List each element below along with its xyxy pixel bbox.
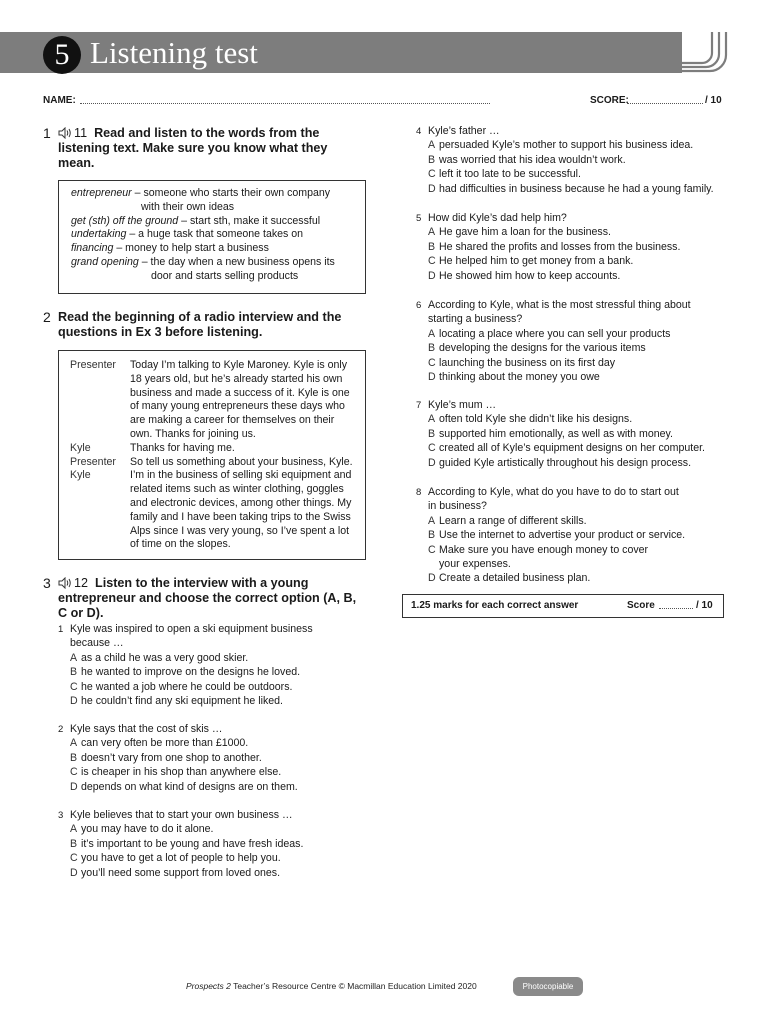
section-2-heading	[43, 310, 363, 340]
question-5: 5 How did Kyle’s dad help him? A He gave him a loan for the business. B He shared the profits and losses from the business. C He helped him to get money from a bank. D He showed him how to keep accounts.	[416, 211, 736, 283]
answer-option[interactable]: A you may have to do it alone.	[70, 823, 214, 836]
answer-option[interactable]: D depends on what kind of designs are on them.	[70, 780, 298, 793]
answer-option[interactable]: B Use the internet to advertise your product or service.	[428, 529, 686, 542]
answer-option[interactable]: C Make sure you have enough money to cover	[428, 543, 649, 556]
question-1: 1 Kyle was inspired to open a ski equipment business because … A as a child he was a very good skier. B he wanted to improve on the designs he loved. C he wanted a job where he could be outdoors. D he couldn’t find any ski equipment he liked.	[58, 622, 378, 708]
answer-option[interactable]: D he couldn’t find any ski equipment he liked.	[70, 695, 283, 708]
answer-option[interactable]: C launching the business on its first day	[428, 356, 616, 369]
section-3-heading	[43, 576, 363, 621]
unit-number-badge: 5	[43, 36, 81, 74]
question-stem: According to Kyle, what do you have to do to start out	[428, 486, 679, 498]
glossary-entry: get (sth) off the ground – start sth, make it successful	[71, 214, 321, 227]
track-number: 11	[74, 126, 88, 140]
question-2: 2 Kyle says that the cost of skis … A can very often be more than £1000. B doesn’t vary from one shop to another. C is cheaper in his shop than anywhere else. D depends on what kind of designs are on them.	[58, 722, 378, 794]
track-number: 12	[74, 576, 89, 590]
audio-icon	[58, 127, 72, 139]
question-stem: According to Kyle, what is the most stressful thing about	[428, 299, 691, 311]
name-score-row	[43, 95, 725, 109]
glossary-entry-cont: with their own ideas	[141, 200, 235, 213]
answer-option[interactable]: A can very often be more than £1000.	[70, 737, 249, 750]
question-stem: because …	[70, 637, 124, 650]
answer-option[interactable]: C you have to get a lot of people to help you.	[70, 852, 281, 865]
name-field[interactable]	[80, 103, 490, 104]
answer-option[interactable]: A locating a place where you can sell your products	[428, 327, 671, 340]
answer-option[interactable]: A Learn a range of different skills.	[428, 514, 587, 527]
answer-option[interactable]: C He helped him to get money from a bank.	[428, 255, 634, 268]
glossary-entry: grand opening – the day when a new business opens its	[71, 255, 335, 268]
photocopiable-badge: Photocopiable	[513, 977, 583, 996]
question-3: 3 Kyle believes that to start your own business … A you may have to do it alone. B it’s important to be young and have fresh ideas. C you have to get a lot of people to help you. D you’ll need some support from loved ones.	[58, 808, 378, 880]
answer-option[interactable]: D guided Kyle artistically throughout his design process.	[428, 456, 692, 469]
dialogue-line: Kyle Thanks for having me.	[70, 441, 235, 454]
question-stem: Kyle says that the cost of skis …	[70, 723, 223, 735]
glossary-box	[58, 180, 366, 294]
glossary-entry-cont: door and starts selling products	[151, 269, 299, 282]
marks-box	[402, 594, 724, 618]
section-1-heading	[43, 126, 363, 171]
question-stem: Kyle was inspired to open a ski equipment business	[70, 623, 313, 635]
answer-option[interactable]: C created all of Kyle’s equipment designs on her computer.	[428, 442, 705, 455]
dialogue-line: Presenter So tell us something about your business, Kyle.	[70, 455, 353, 468]
section-instruction: Read the beginning of a radio interview and the questions in Ex 3 before listening.	[58, 310, 342, 339]
dialogue-line: Kyle I’m in the business of selling ski equipment and related items such as winter clothing, goggles and electronic devices, among other things. My family and I have been taking trips to the Swiss Alps since I was very young, so I’ve spent a lot of time on the slopes.	[70, 469, 352, 551]
answer-option[interactable]: B doesn’t vary from one shop to another.	[70, 751, 262, 764]
section-instruction: Read and listen to the words from the listening text. Make sure you know what they mean.	[58, 126, 328, 170]
section-number: 2	[43, 309, 51, 325]
answer-option[interactable]: B supported him emotionally, as well as with money.	[428, 427, 673, 440]
answer-option[interactable]: C is cheaper in his shop than anywhere else.	[70, 766, 282, 779]
answer-option[interactable]: C he wanted a job where he could be outdoors.	[70, 680, 293, 693]
header-decoration	[682, 32, 768, 73]
marks-score-field[interactable]	[659, 608, 693, 609]
marks-text: 1.25 marks for each correct answer	[411, 600, 579, 611]
glossary-entry: financing – money to help start a business	[71, 242, 269, 255]
audio-icon	[58, 577, 72, 589]
footer-text: Prospects 2 Teacher’s Resource Centre © Macmillan Education Limited 2020	[186, 981, 477, 991]
answer-option[interactable]: B it’s important to be young and have fresh ideas.	[70, 837, 304, 850]
question-stem: Kyle’s father …	[428, 125, 500, 137]
question-stem: Kyle believes that to start your own business …	[70, 809, 293, 821]
answer-option-cont: your expenses.	[439, 558, 511, 571]
answer-option[interactable]: C left it too late to be successful.	[428, 168, 581, 181]
section-instruction: Listen to the interview with a young entrepreneur and choose the correct option (A, B, C or D).	[58, 576, 357, 620]
score-max: / 10	[705, 95, 722, 106]
question-6: 6 According to Kyle, what is the most stressful thing about starting a business? A locating a place where you can sell your products B developing the designs for the various items C launching the business on its first day D thinking about the money you owe	[416, 298, 736, 384]
answer-option[interactable]: B he wanted to improve on the designs he loved.	[70, 666, 301, 679]
answer-option[interactable]: D had difficulties in business because he had a young family.	[428, 182, 714, 195]
score-label: SCORE:	[590, 95, 629, 106]
answer-option[interactable]: D thinking about the money you owe	[428, 371, 600, 384]
question-stem: starting a business?	[428, 313, 523, 326]
section-number: 3	[43, 575, 51, 591]
glossary-entry: entrepreneur – someone who starts their own company	[71, 187, 331, 199]
question-stem: in business?	[428, 500, 487, 513]
answer-option[interactable]: A often told Kyle she didn’t like his designs.	[428, 413, 633, 426]
dialogue-box	[58, 350, 366, 560]
question-8: 8 According to Kyle, what do you have to do to start out in business? A Learn a range of different skills. B Use the internet to advertise your product or service. C Make sure you have enough money to cover your expenses. D Create a detailed business plan.	[416, 485, 736, 586]
glossary-entry: undertaking – a huge task that someone takes on	[71, 228, 304, 241]
answer-option[interactable]: D you’ll need some support from loved ones.	[70, 866, 281, 879]
question-7: 7 Kyle’s mum … A often told Kyle she didn’t like his designs. B supported him emotionally, as well as with money. C created all of Kyle’s equipment designs on her computer. D guided Kyle artistically throughout his design process.	[416, 398, 736, 470]
dialogue-line: Presenter Today I’m talking to Kyle Maroney. Kyle is only 18 years old, but he’s already started his own business and made a success of it. Kyle is one of many young entrepreneurs these days who are making a career for themselves on their own. Thanks for joining us.	[70, 359, 350, 440]
question-stem: How did Kyle’s dad help him?	[428, 212, 567, 224]
score-field[interactable]	[627, 103, 703, 104]
question-stem: Kyle’s mum …	[428, 399, 497, 411]
answer-option[interactable]: A as a child he was a very good skier.	[70, 651, 249, 664]
name-label: NAME:	[43, 95, 76, 106]
question-4: 4 Kyle’s father … A persuaded Kyle’s mother to support his business idea. B was worried that his idea wouldn’t work. C left it too late to be successful. D had difficulties in business because he had a young family.	[416, 124, 736, 196]
section-number: 1	[43, 125, 51, 141]
marks-score-label: Score	[627, 600, 655, 611]
page-title: Listening test	[90, 35, 258, 70]
marks-score-max: / 10	[696, 600, 713, 611]
answer-option[interactable]: A He gave him a loan for the business.	[428, 226, 611, 239]
answer-option[interactable]: D He showed him how to keep accounts.	[428, 269, 621, 282]
answer-option[interactable]: A persuaded Kyle’s mother to support his business idea.	[428, 139, 694, 152]
answer-option[interactable]: B He shared the profits and losses from the business.	[428, 240, 681, 253]
answer-option[interactable]: D Create a detailed business plan.	[428, 572, 591, 585]
answer-option[interactable]: B developing the designs for the various items	[428, 342, 646, 355]
answer-option[interactable]: B was worried that his idea wouldn’t work.	[428, 153, 626, 166]
